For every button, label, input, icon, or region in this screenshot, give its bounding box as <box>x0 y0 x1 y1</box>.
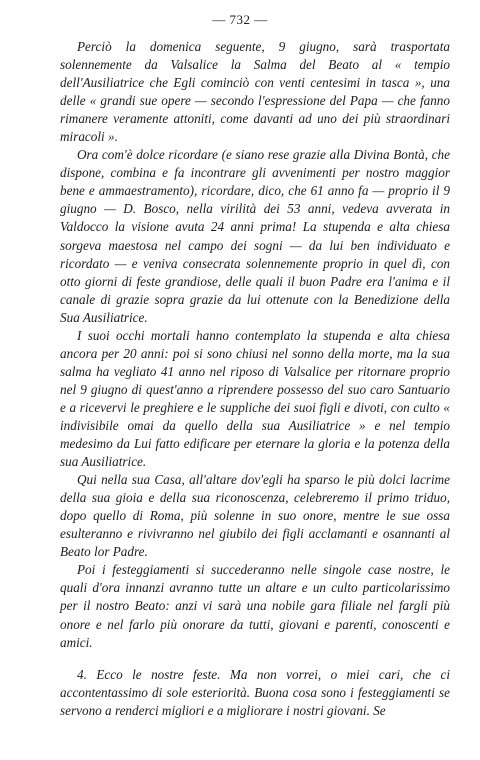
paragraph-2: Ora com'è dolce ricordare (e siano rese grazie alla Divina Bontà, che dispone, combina e fa incontrare gli avvenimenti per nostro maggior bene e ammaestramento), ricordare, dico, che 61 anno fa — proprio il 9 giugno — D. Bosco, nella virilità dei 53 anni, vedeva avverata in Valdocco la visione avuta 24 anni prima! La stupenda e alta chiesa sorgeva maestosa nel campo dei sogni — da lui ben individuato e ricordato — e veniva consecrata solennemente proprio in quel dì, con otto giorni di feste grandiose, delle quali il buon Padre era l'anima e il canale di grazie sopra grazie da lui ottenute con la Benedizione della Sua Ausiliatrice. <box>60 147 450 325</box>
page-number: — 732 — <box>212 12 268 27</box>
paragraph-6: 4. Ecco le nostre feste. Ma non vorrei, o miei cari, che ci accontentassimo di sole esteriorità. Buona cosa sono i festeggiamenti se servono a renderci migliori e a migliorare i nostri giovani. Se <box>60 666 450 718</box>
paragraph-5: Poi i festeggiamenti si succederanno nelle singole case nostre, le quali d'ora innanzi avranno tutte un altare e un culto particolarissimo per il nostro Beato: anzi vi sarà una nobile gara filiale nel fargli più onore e nel farlo più onorare da tutti, giovani e parenti, conoscenti e amici. <box>60 562 450 650</box>
paragraph-1: Perciò la domenica seguente, 9 giugno, sarà trasportata solennemente da Valsalice la Salma del Beato al « tempio dell'Ausiliatrice che Egli cominciò con venti centesimi in tasca », una delle « grandi sue opere — secondo l'espressione del Papa — che fanno rimanere veramente attoniti, come davanti ad uno dei più straordinari miracoli ». <box>60 39 450 145</box>
paragraph-4: Qui nella sua Casa, all'altare dov'egli ha sparso le più dolci lacrime della sua gioia e della sua riconoscenza, celebreremo il primo triduo, dopo quello di Roma, più solenne in suo onore, mentre le sue ossa esulteranno e rivivranno nel giubilo dei figli acclamanti e osannanti al Beato lor Padre. <box>60 472 450 560</box>
paragraph-3: I suoi occhi mortali hanno contemplato la stupenda e alta chiesa ancora per 20 anni: poi si sono chiusi nel sonno della morte, ma la sua salma ha vegliato 41 anno nel riposo di Valsalice per ritornare proprio nel 9 giugno di quest'anno a riprendere possesso del suo caro Santuario e a ricevervi le preghiere e le suppliche dei suoi figli e divoti, con culto « indivisibile omai da quello della sua Ausiliatrice » e nel tempio medesimo da Lui fatto edificare per eternare la gloria e la potenza della sua Ausiliatrice. <box>60 327 450 470</box>
body-text <box>60 38 450 720</box>
section-gap <box>60 652 450 666</box>
